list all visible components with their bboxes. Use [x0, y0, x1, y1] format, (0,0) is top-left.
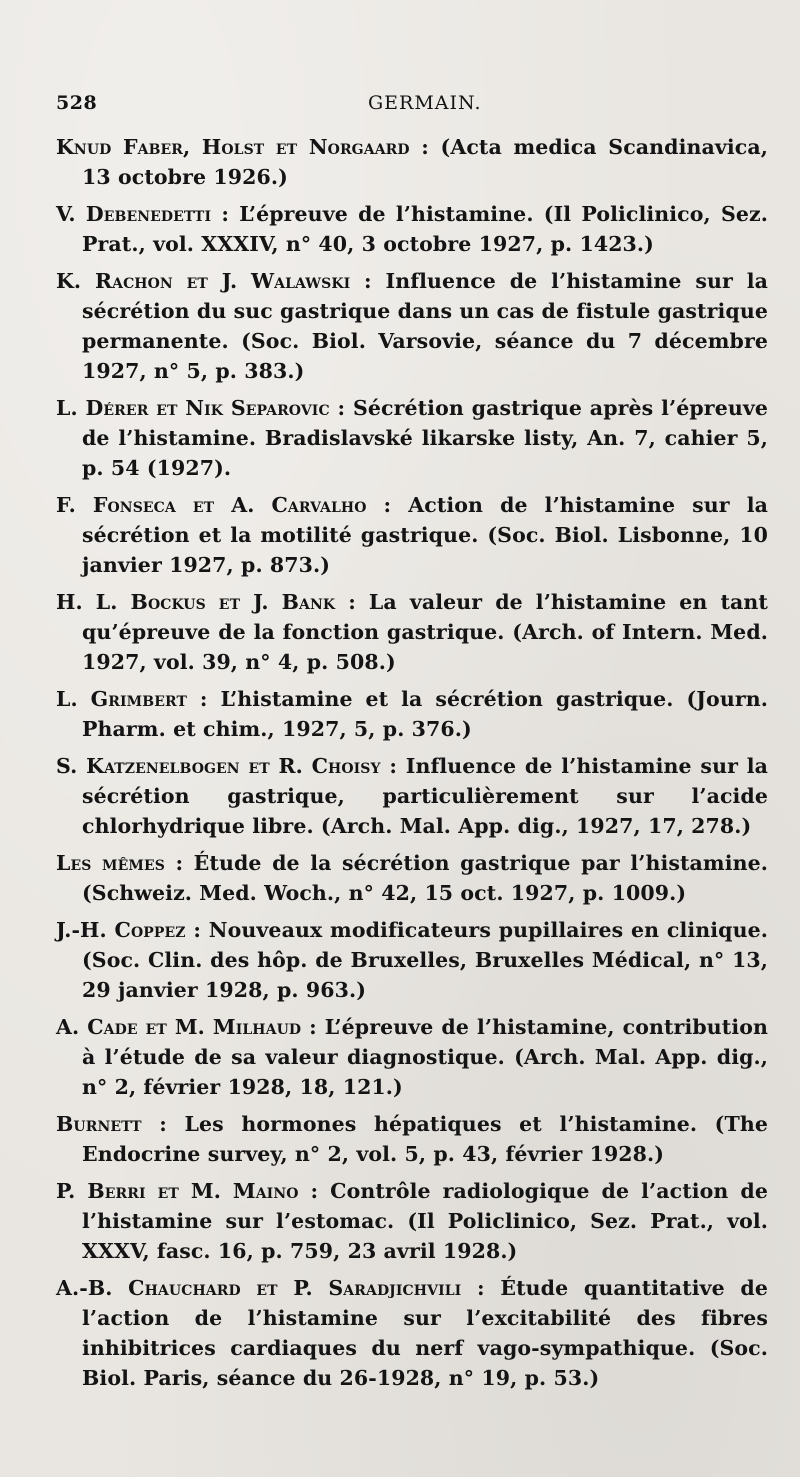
bibliography-entry	[56, 1012, 768, 1102]
entry-text: : L’épreuve de l’histamine, contribution à l’étude de sa valeur diagnostique. (Arch. Mal. App. dig., n° 2, février 1928, 18, 121.)	[82, 1015, 769, 1099]
bibliography-entry	[56, 684, 768, 744]
entry-text: : Nouveaux modificateurs pupillaires en clinique. (Soc. Clin. des hôp. de Bruxelles, Bruxelles Médical, n° 13, 29 janvier 1928, p. 963.)	[82, 918, 768, 1002]
entry-authors: J.-H. Coppez	[56, 918, 186, 942]
entry-text: : Étude quantitative de l’action de l’histamine sur l’excitabilité des fibres inhibitrices cardiaques du nerf vago-sympathique. (Soc. Biol. Paris, séance du 26-1928, n° 19, p. 53.)	[82, 1276, 768, 1390]
bibliography-list	[56, 132, 768, 1400]
entry-text: : Action de l’histamine sur la sécrétion et la motilité gastrique. (Soc. Biol. Lisbonne, 10 janvier 1927, p. 873.)	[82, 493, 768, 577]
entry-text: : Influence de l’histamine sur la sécrétion gastrique, particulièrement sur l’acide chlorhydrique libre. (Arch. Mal. App. dig., 1927, 17, 278.)	[82, 754, 769, 838]
entry-text: : (Acta medica Scandinavica, 13 octobre 1926.)	[82, 135, 768, 189]
bibliography-entry	[56, 132, 768, 192]
running-head: GERMAIN.	[368, 92, 482, 114]
bibliography-entry	[56, 1109, 768, 1169]
entry-text: : La valeur de l’histamine en tant qu’épreuve de la fonction gastrique. (Arch. of Intern. Med. 1927, vol. 39, n° 4, p. 508.)	[82, 590, 768, 674]
entry-authors: V. Debenedetti	[56, 202, 212, 226]
entry-authors: H. L. Bockus et J. Bank	[56, 590, 336, 614]
entry-authors: L. Grimbert	[56, 687, 187, 711]
entry-authors: Burnett	[56, 1112, 142, 1136]
bibliography-entry	[56, 1176, 768, 1266]
entry-authors: Les mêmes	[56, 851, 165, 875]
entry-text: : L’épreuve de l’histamine. (Il Policlinico, Sez. Prat., vol. XXXIV, n° 40, 3 octobre 1927, p. 1423.)	[82, 202, 768, 256]
bibliography-entry	[56, 848, 768, 908]
bibliography-entry	[56, 199, 768, 259]
entry-text: : Étude de la sécrétion gastrique par l’histamine. (Schweiz. Med. Woch., n° 42, 15 oct. 1927, p. 1009.)	[82, 851, 768, 905]
entry-authors: P. Berri et M. Maino	[56, 1179, 299, 1203]
bibliography-entry	[56, 393, 768, 483]
bibliography-entry	[56, 751, 768, 841]
entry-authors: Knud Faber, Holst et Norgaard	[56, 135, 410, 159]
entry-text: : Influence de l’histamine sur la sécrétion du suc gastrique dans un cas de fistule gastrique permanente. (Soc. Biol. Varsovie, séance du 7 décembre 1927, n° 5, p. 383.)	[82, 269, 768, 383]
entry-authors: K. Rachon et J. Walawski	[56, 269, 351, 293]
entry-text: : Les hormones hépatiques et l’histamine. (The Endocrine survey, n° 2, vol. 5, p. 43, février 1928.)	[82, 1112, 768, 1166]
page-number: 528	[56, 92, 98, 114]
entry-text: : Contrôle radiologique de l’action de l’histamine sur l’estomac. (Il Policlinico, Sez. Prat., vol. XXXV, fasc. 16, p. 759, 23 avril 1928.)	[82, 1179, 768, 1263]
bibliography-entry	[56, 266, 768, 386]
bibliography-entry	[56, 1273, 768, 1393]
entry-text: : L’histamine et la sécrétion gastrique. (Journ. Pharm. et chim., 1927, 5, p. 376.)	[82, 687, 768, 741]
entry-authors: F. Fonseca et A. Carvalho	[56, 493, 367, 517]
entry-authors: S. Katzenelbogen et R. Choisy	[56, 754, 381, 778]
entry-authors: A. Cade et M. Milhaud	[56, 1015, 302, 1039]
bibliography-entry	[56, 915, 768, 1005]
page-header	[56, 92, 760, 122]
entry-text: : Sécrétion gastrique après l’épreuve de l’histamine. Bradislavské likarske listy, An. 7, cahier 5, p. 54 (1927).	[82, 396, 768, 480]
bibliography-entry	[56, 490, 768, 580]
bibliography-entry	[56, 587, 768, 677]
entry-authors: L. Dérer et Nik Separovic	[56, 396, 330, 420]
entry-authors: A.-B. Chauchard et P. Saradjichvili	[56, 1276, 462, 1300]
